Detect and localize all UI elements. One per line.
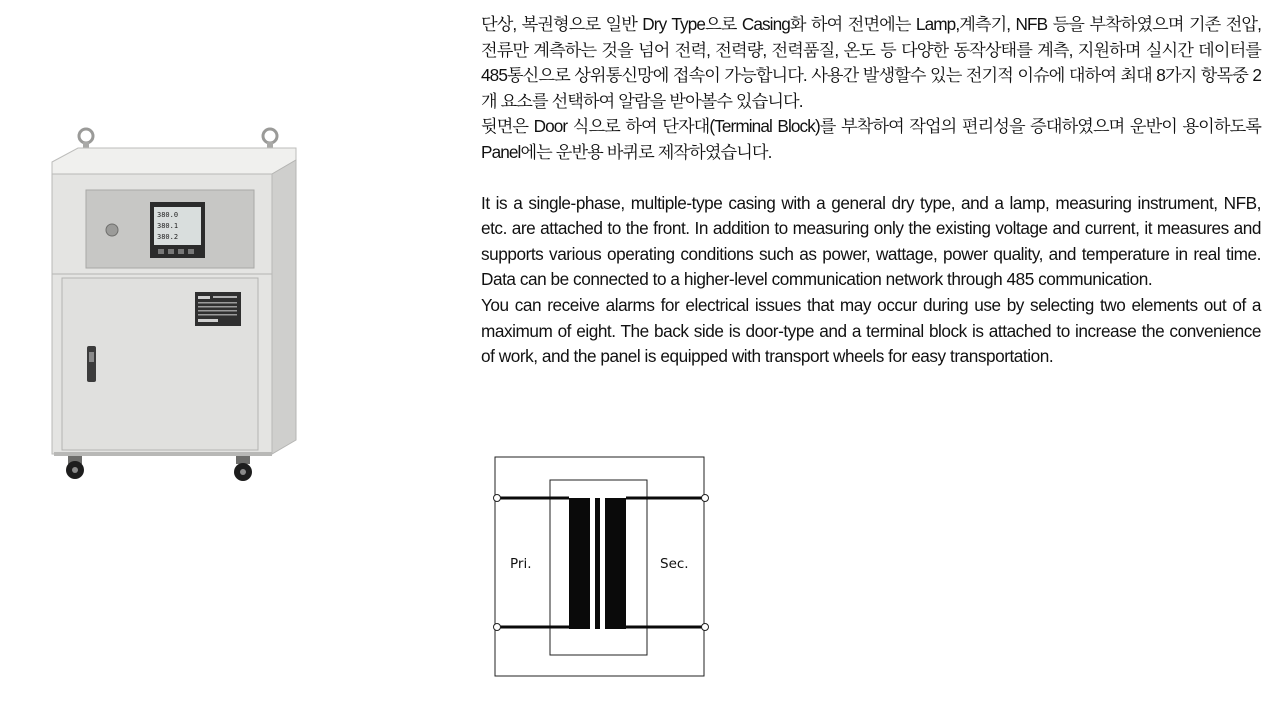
meter-reading-3: 380.2 bbox=[157, 233, 179, 241]
terminal-primary-bottom bbox=[494, 624, 501, 631]
wheel-right bbox=[234, 456, 252, 481]
terminal-secondary-bottom bbox=[702, 624, 709, 631]
meter-reading-2: 380.1 bbox=[157, 222, 179, 230]
description-ko-paragraph-2: 뒷면은 Door 식으로 하여 단자대(Terminal Block)를 부착하여 작업의 편리성을 증대하였으며 운반이 용이하도록 Panel에는 운반용 바퀴로 제작하였습니다. bbox=[481, 116, 1261, 162]
description-ko-paragraph-1: 단상, 복권형으로 일반 Dry Type으로 Casing화 하여 전면에는 Lamp,계측기, NFB 등을 부착하였으며 기존 전압, 전류만 계측하는 것을 넘어 전력, 전력량, 전력품질, 온도 등 다양한 동작상태를 계측, 지원하며 실시간 데이터를 485통신으로 상위통신망에 접속이 가능합니다. 사용간 발생할수 있는 전기적 이슈에 대하여 최대 8가지 항목중 2개 요소를 선택하여 알람을 받아볼수 있습니다. bbox=[481, 14, 1261, 111]
paragraph-spacer bbox=[481, 166, 1261, 191]
meter-reading-1: 380.0 bbox=[157, 211, 179, 219]
description-en-paragraph-2: You can receive alarms for electrical issues that may occur during use by selecting two elements out of a maximum of eight. The back side is door-type and a terminal block is attached to increase the convenience of work, and the panel is equipped with transport wheels for easy transportation. bbox=[481, 294, 1261, 367]
terminal-secondary-top bbox=[702, 495, 709, 502]
description-en-paragraph-1: It is a single-phase, multiple-type casing with a general dry type, and a lamp, measuring instrument, NFB, etc. are attached to the front. In addition to measuring only the existing voltage and current, it measures and supports various operating conditions such as power, wattage, power quality, and temperature in real time. Data can be connected to a higher-level communication network through 485 communication. bbox=[481, 192, 1261, 290]
nameplate bbox=[195, 292, 241, 326]
primary-label: Pri. bbox=[510, 556, 532, 572]
product-image bbox=[40, 120, 320, 500]
product-description bbox=[481, 12, 1261, 370]
terminal-primary-top bbox=[494, 495, 501, 502]
transformer-schematic bbox=[490, 454, 712, 680]
secondary-label: Sec. bbox=[660, 556, 689, 572]
secondary-winding bbox=[605, 498, 626, 629]
primary-winding bbox=[569, 498, 590, 629]
wheel-left bbox=[66, 456, 84, 479]
core-center bbox=[595, 498, 600, 629]
door-handle bbox=[87, 346, 96, 382]
lamp-icon bbox=[106, 224, 118, 236]
transformer-diagram bbox=[490, 454, 712, 680]
transformer-cabinet-illustration bbox=[40, 120, 320, 500]
